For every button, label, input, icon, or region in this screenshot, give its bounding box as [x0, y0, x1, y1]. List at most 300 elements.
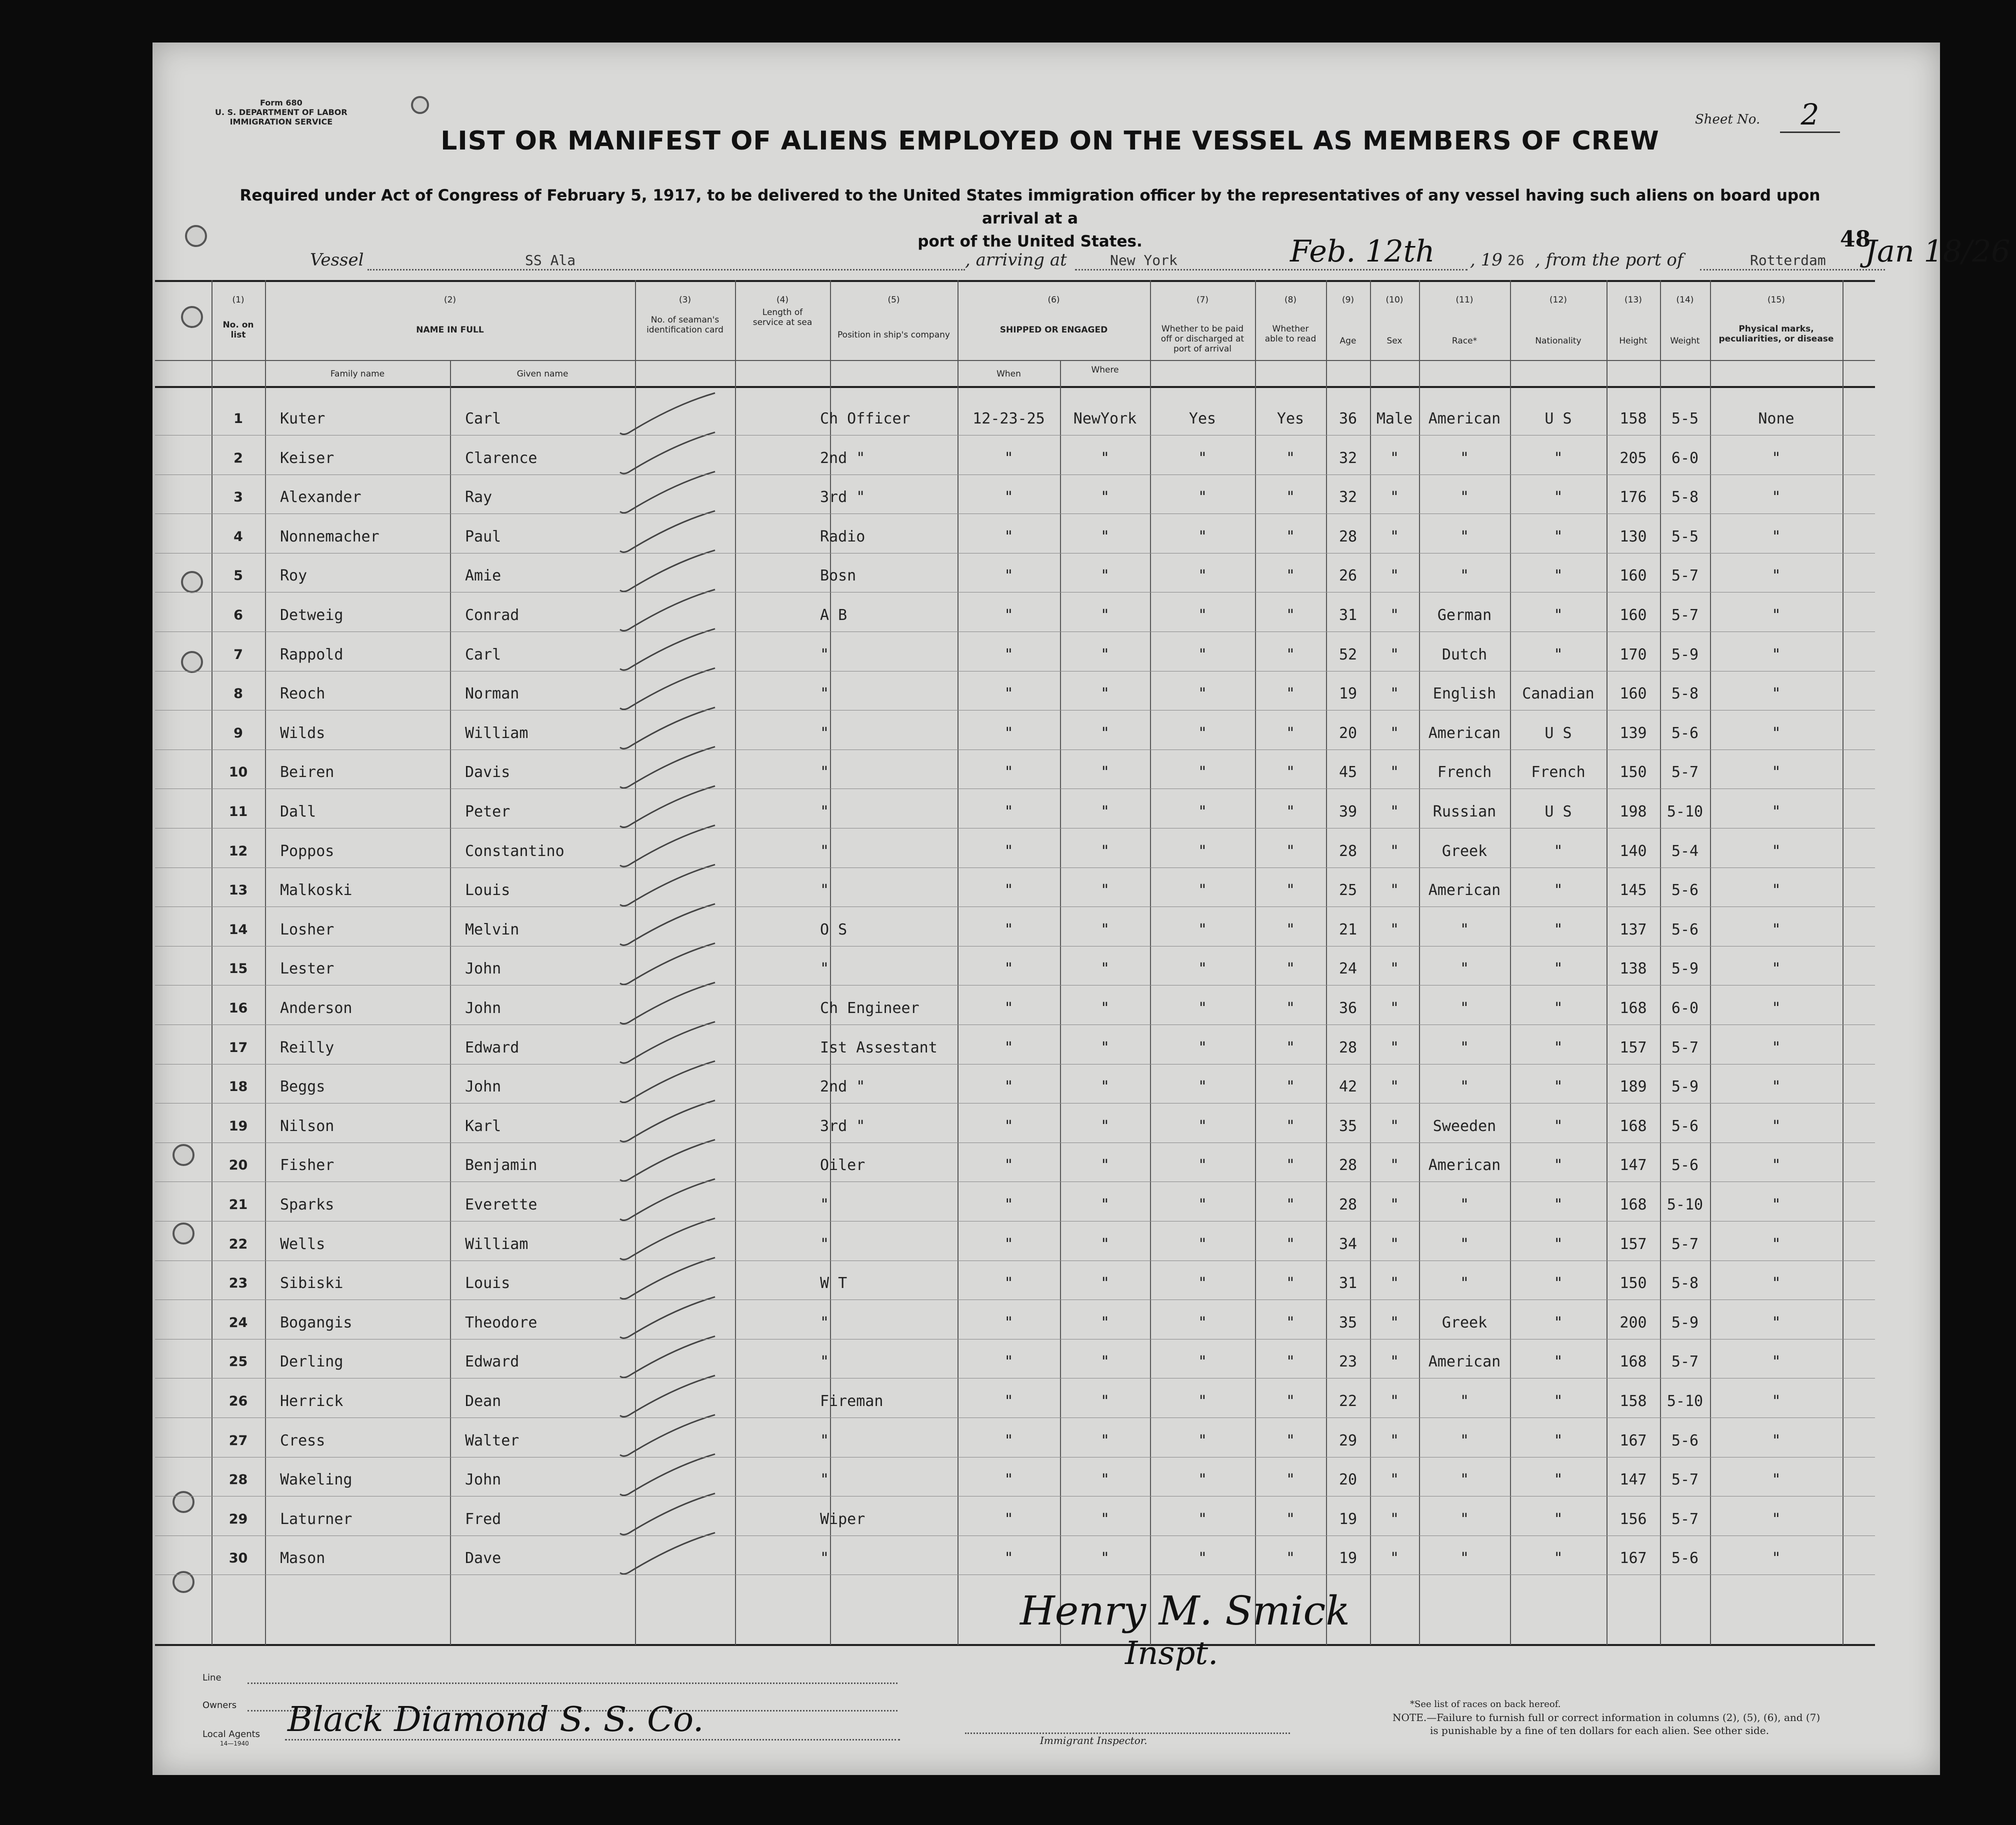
col-15-header: Physical marks, peculiarities, or disease	[1718, 324, 1834, 344]
weight: 5-10	[1666, 1196, 1704, 1214]
shipped-where: "	[1100, 724, 1110, 742]
position: "	[820, 1314, 830, 1332]
col-13-header: Height	[1619, 336, 1648, 346]
physical-marks: "	[1772, 606, 1781, 624]
age: 32	[1338, 449, 1358, 467]
race: English	[1432, 685, 1496, 703]
sex: "	[1390, 1235, 1400, 1253]
nationality: "	[1554, 1510, 1563, 1528]
weight: 5-7	[1671, 764, 1699, 782]
height: 198	[1620, 803, 1647, 820]
col-10-header: Sex	[1386, 336, 1402, 346]
sex: "	[1390, 488, 1400, 506]
race: "	[1460, 1038, 1470, 1056]
col-8-header: Whether able to read	[1264, 324, 1316, 344]
family-name: Beggs	[280, 1078, 326, 1096]
height: 168	[1620, 1117, 1647, 1135]
age: 32	[1338, 488, 1358, 506]
given-name: Peter	[465, 803, 510, 820]
paid-off: "	[1198, 920, 1208, 938]
department-name: U. S. DEPARTMENT OF LABOR	[215, 108, 348, 117]
height: 189	[1620, 1078, 1647, 1096]
age: 29	[1338, 1432, 1358, 1450]
sex: "	[1390, 803, 1400, 820]
race: "	[1460, 920, 1470, 938]
paid-off: "	[1198, 1156, 1208, 1174]
age: 31	[1338, 1274, 1358, 1292]
given-name: William	[465, 724, 528, 742]
physical-marks: "	[1772, 1078, 1781, 1096]
row-number: 27	[228, 1432, 248, 1448]
position: Oiler	[820, 1156, 866, 1174]
arriving-label: , arriving at	[965, 250, 1067, 270]
vessel-label: Vessel	[310, 250, 364, 270]
position: Radio	[820, 528, 866, 546]
weight: 5-9	[1671, 646, 1699, 664]
nationality: U S	[1544, 724, 1572, 742]
family-name: Nonnemacher	[280, 528, 380, 546]
paid-off: "	[1198, 449, 1208, 467]
shipped-where: "	[1100, 882, 1110, 900]
shipped-where: "	[1100, 1196, 1110, 1214]
family-name: Sibiski	[280, 1274, 344, 1292]
able-to-read: Yes	[1276, 410, 1304, 428]
given-name: Benjamin	[465, 1156, 538, 1174]
age: 28	[1338, 842, 1358, 860]
pencil-tick	[620, 1297, 715, 1338]
service-name: IMMIGRATION SERVICE	[230, 117, 333, 126]
nationality: U S	[1544, 803, 1572, 820]
physical-marks: "	[1772, 1274, 1781, 1292]
family-name: Wilds	[280, 724, 326, 742]
paid-off: "	[1198, 1471, 1208, 1489]
nationality: U S	[1544, 410, 1572, 428]
race: American	[1428, 724, 1501, 742]
position: "	[820, 764, 830, 782]
pencil-tick	[620, 472, 715, 513]
sheet-number-label: Sheet No.	[1695, 112, 1760, 127]
shipped-where: "	[1100, 1353, 1110, 1371]
given-name: Louis	[465, 1274, 510, 1292]
shipped-where: NewYork	[1073, 410, 1137, 428]
pencil-tick	[620, 1494, 715, 1535]
family-name: Detweig	[280, 606, 344, 624]
line-label: Line	[202, 1672, 222, 1683]
nationality: "	[1554, 488, 1563, 506]
physical-marks: "	[1772, 1038, 1781, 1056]
nationality: "	[1554, 1196, 1563, 1214]
pencil-tick	[620, 1140, 715, 1181]
race: "	[1460, 1392, 1470, 1410]
col-11-number: (11)	[1456, 295, 1474, 305]
nationality: "	[1554, 960, 1563, 978]
height: 160	[1620, 606, 1647, 624]
pencil-tick	[620, 1179, 715, 1220]
paid-off: "	[1198, 646, 1208, 664]
col-6-where-header: Where	[1091, 365, 1119, 375]
row-number: 1	[234, 411, 243, 426]
weight: 5-5	[1671, 410, 1699, 428]
position: "	[820, 646, 830, 664]
shipped-where: "	[1100, 646, 1110, 664]
position: "	[820, 1432, 830, 1450]
weight: 5-6	[1671, 882, 1699, 900]
race: German	[1437, 606, 1492, 624]
shipped-where: "	[1100, 1117, 1110, 1135]
sex: "	[1390, 1510, 1400, 1528]
position: 2nd "	[820, 1078, 866, 1096]
inspector-signature: Henry M. Smick	[1020, 1588, 1350, 1634]
sex: "	[1390, 882, 1400, 900]
paid-off: "	[1198, 528, 1208, 546]
able-to-read: "	[1286, 606, 1296, 624]
age: 52	[1338, 646, 1358, 664]
family-name: Mason	[280, 1550, 326, 1568]
race: "	[1460, 1196, 1470, 1214]
col-6-when-header: When	[996, 369, 1021, 379]
shipped-when: 12-23-25	[972, 410, 1045, 428]
sex: "	[1390, 1274, 1400, 1292]
age: 36	[1338, 410, 1358, 428]
shipped-when: "	[1004, 1235, 1014, 1253]
nationality: "	[1554, 528, 1563, 546]
age: 20	[1338, 724, 1358, 742]
position: Ch Officer	[820, 410, 910, 428]
crew-table	[155, 280, 1875, 1645]
nationality: Canadian	[1522, 685, 1594, 703]
nationality: "	[1554, 842, 1563, 860]
row-number: 3	[234, 490, 243, 506]
row-number: 8	[234, 686, 243, 702]
nationality: "	[1554, 646, 1563, 664]
nationality: "	[1554, 606, 1563, 624]
col-1-number: (1)	[232, 295, 244, 305]
race: Greek	[1442, 842, 1488, 860]
given-name: Melvin	[465, 920, 520, 938]
height: 147	[1620, 1471, 1647, 1489]
age: 23	[1338, 1353, 1358, 1371]
from-port-label: , from the port of	[1535, 250, 1684, 270]
physical-marks: "	[1772, 685, 1781, 703]
nationality: "	[1554, 1000, 1563, 1017]
position: "	[820, 1550, 830, 1568]
able-to-read: "	[1286, 1353, 1296, 1371]
row-number: 9	[234, 725, 243, 741]
able-to-read: "	[1286, 1078, 1296, 1096]
pencil-tick	[620, 826, 715, 867]
races-note: *See list of races on back hereof.	[1410, 1699, 1561, 1710]
age: 45	[1338, 764, 1358, 782]
position: "	[820, 685, 830, 703]
subtitle-line-1: Required under Act of Congress of February 5, 1917, to be delivered to the United States immigration officer by the representatives of any vessel having such aliens on board upon arrival at a	[240, 186, 1820, 228]
sex: "	[1390, 1471, 1400, 1489]
given-name: John	[465, 1078, 502, 1096]
paid-off: "	[1198, 1274, 1208, 1292]
position: "	[820, 724, 830, 742]
shipped-when: "	[1004, 1038, 1014, 1056]
position: "	[820, 1353, 830, 1371]
able-to-read: "	[1286, 1314, 1296, 1332]
height: 157	[1620, 1038, 1647, 1056]
shipped-when: "	[1004, 606, 1014, 624]
form-number: Form 680	[260, 98, 302, 108]
able-to-read: "	[1286, 1510, 1296, 1528]
row-number: 6	[234, 608, 243, 623]
col-3-header: No. of seaman's identification card	[646, 315, 724, 335]
paid-off: "	[1198, 606, 1208, 624]
pencil-tick	[620, 432, 715, 474]
weight: 5-7	[1671, 567, 1699, 585]
height: 176	[1620, 488, 1647, 506]
shipped-when: "	[1004, 567, 1014, 585]
given-name: Carl	[465, 646, 502, 664]
race: "	[1460, 1432, 1470, 1450]
race: "	[1460, 1510, 1470, 1528]
col-14-number: (14)	[1676, 295, 1694, 305]
inspector-label: Immigrant Inspector.	[1040, 1734, 1148, 1746]
pencil-tick	[620, 746, 715, 788]
shipped-when: "	[1004, 920, 1014, 938]
family-name: Herrick	[280, 1392, 344, 1410]
port-value: Rotterdam	[1750, 252, 1826, 268]
shipped-when: "	[1004, 1196, 1014, 1214]
given-name: Norman	[465, 685, 520, 703]
sex: "	[1390, 960, 1400, 978]
paid-off: "	[1198, 842, 1208, 860]
col-5-header: Position in ship's company	[838, 330, 950, 340]
shipped-when: "	[1004, 1274, 1014, 1292]
pencil-tick	[620, 1415, 715, 1456]
shipped-when: "	[1004, 1432, 1014, 1450]
age: 34	[1338, 1235, 1358, 1253]
paid-off: "	[1198, 803, 1208, 820]
age: 25	[1338, 882, 1358, 900]
weight: 5-10	[1666, 803, 1704, 820]
col-14-header: Weight	[1670, 336, 1700, 346]
given-name: Ray	[465, 488, 492, 506]
nationality: "	[1554, 1078, 1563, 1096]
given-name: Dave	[465, 1550, 502, 1568]
weight: 5-4	[1671, 842, 1699, 860]
document-subtitle	[210, 184, 1850, 253]
row-number: 4	[234, 528, 243, 544]
pencil-tick	[620, 511, 715, 552]
sex: "	[1390, 606, 1400, 624]
weight: 5-5	[1671, 528, 1699, 546]
height: 138	[1620, 960, 1647, 978]
shipped-when: "	[1004, 1078, 1014, 1096]
nationality: "	[1554, 1156, 1563, 1174]
race: American	[1428, 882, 1501, 900]
physical-marks: "	[1772, 1235, 1781, 1253]
paid-off: "	[1198, 960, 1208, 978]
col-2-number: (2)	[444, 295, 456, 305]
position: 3rd "	[820, 488, 866, 506]
sex: "	[1390, 920, 1400, 938]
physical-marks: "	[1772, 920, 1781, 938]
able-to-read: "	[1286, 920, 1296, 938]
given-name: Constantino	[465, 842, 564, 860]
able-to-read: "	[1286, 1550, 1296, 1568]
pencil-tick	[620, 1376, 715, 1417]
position: "	[820, 1471, 830, 1489]
agents-form-code: 14—1940	[220, 1740, 249, 1747]
age: 35	[1338, 1117, 1358, 1135]
row-number: 12	[228, 843, 248, 859]
sex: "	[1390, 646, 1400, 664]
given-name: Fred	[465, 1510, 502, 1528]
pencil-tick	[620, 1454, 715, 1496]
physical-marks: "	[1772, 1314, 1781, 1332]
row-number: 19	[228, 1118, 248, 1134]
sex: "	[1390, 1353, 1400, 1371]
given-name: John	[465, 1000, 502, 1017]
col-3-number: (3)	[678, 295, 692, 305]
row-number: 7	[234, 646, 243, 662]
document-title: LIST OR MANIFEST OF ALIENS EMPLOYED ON THE VESSEL AS MEMBERS OF CREW	[440, 126, 1660, 156]
owners-label: Owners	[202, 1700, 237, 1710]
pencil-tick	[620, 1022, 715, 1064]
pencil-tick	[620, 1258, 715, 1299]
physical-marks: "	[1772, 724, 1781, 742]
shipped-when: "	[1004, 646, 1014, 664]
weight: 5-7	[1671, 1510, 1699, 1528]
given-name: Walter	[465, 1432, 520, 1450]
row-number: 21	[228, 1197, 248, 1212]
paid-off: "	[1198, 1432, 1208, 1450]
able-to-read: "	[1286, 842, 1296, 860]
race: "	[1460, 567, 1470, 585]
weight: 5-7	[1671, 1038, 1699, 1056]
age: 36	[1338, 1000, 1358, 1017]
family-name: Derling	[280, 1353, 344, 1371]
nationality: "	[1554, 1432, 1563, 1450]
weight: 6-0	[1671, 449, 1699, 467]
pencil-tick	[620, 1336, 715, 1378]
nationality: "	[1554, 1353, 1563, 1371]
height: 168	[1620, 1000, 1647, 1017]
shipped-when: "	[1004, 1550, 1014, 1568]
position: W T	[820, 1274, 848, 1292]
pencil-tick	[620, 943, 715, 984]
paid-off: "	[1198, 1000, 1208, 1017]
shipped-where: "	[1100, 1510, 1110, 1528]
weight: 5-8	[1671, 488, 1699, 506]
position: "	[820, 803, 830, 820]
row-number: 18	[228, 1079, 248, 1095]
shipped-when: "	[1004, 764, 1014, 782]
race: "	[1460, 1274, 1470, 1292]
able-to-read: "	[1286, 449, 1296, 467]
row-number: 10	[228, 764, 248, 780]
physical-marks: "	[1772, 1471, 1781, 1489]
weight: 5-6	[1671, 1156, 1699, 1174]
age: 35	[1338, 1314, 1358, 1332]
able-to-read: "	[1286, 488, 1296, 506]
given-name: Clarence	[465, 449, 538, 467]
sex: "	[1390, 685, 1400, 703]
nationality: "	[1554, 567, 1563, 585]
row-number: 14	[228, 922, 248, 938]
shipped-when: "	[1004, 724, 1014, 742]
row-number: 24	[228, 1314, 248, 1330]
col-6-header: SHIPPED OR ENGAGED	[1000, 325, 1108, 335]
sex: "	[1390, 567, 1400, 585]
fine-note-line-1: NOTE.—Failure to furnish full or correct information in columns (2), (5), (6), and (7)	[1392, 1712, 1820, 1724]
height: 130	[1620, 528, 1647, 546]
shipped-where: "	[1100, 920, 1110, 938]
given-name: Davis	[465, 764, 510, 782]
race: "	[1460, 1235, 1470, 1253]
age: 26	[1338, 567, 1358, 585]
weight: 5-6	[1671, 1432, 1699, 1450]
row-number: 29	[228, 1511, 248, 1527]
row-number: 2	[234, 450, 243, 466]
family-name: Fisher	[280, 1156, 334, 1174]
shipped-when: "	[1004, 528, 1014, 546]
sex: "	[1390, 1156, 1400, 1174]
col-6-number: (6)	[1048, 295, 1060, 305]
nationality: "	[1554, 1117, 1563, 1135]
col-5-number: (5)	[888, 295, 900, 305]
race: Dutch	[1442, 646, 1488, 664]
weight: 5-6	[1671, 920, 1699, 938]
physical-marks: "	[1772, 842, 1781, 860]
row-number: 13	[228, 882, 248, 898]
physical-marks: "	[1772, 1550, 1781, 1568]
physical-marks: "	[1772, 1000, 1781, 1017]
able-to-read: "	[1286, 685, 1296, 703]
weight: 5-6	[1671, 1117, 1699, 1135]
agents-label: Local Agents	[202, 1729, 260, 1740]
pencil-tick	[620, 904, 715, 946]
row-number: 22	[228, 1236, 248, 1252]
arrival-date-handwritten: Feb. 12th	[1290, 234, 1435, 269]
shipped-when: "	[1004, 488, 1014, 506]
race: American	[1428, 1353, 1501, 1371]
nationality: French	[1531, 764, 1586, 782]
able-to-read: "	[1286, 1392, 1296, 1410]
col-12-number: (12)	[1550, 295, 1567, 305]
age: 22	[1338, 1392, 1358, 1410]
departure-date-handwritten: Jan 18/26	[1865, 234, 2010, 269]
paid-off: "	[1198, 1078, 1208, 1096]
pencil-tick	[620, 393, 715, 434]
paid-off: "	[1198, 764, 1208, 782]
row-number: 28	[228, 1472, 248, 1488]
shipped-where: "	[1100, 606, 1110, 624]
height: 150	[1620, 1274, 1647, 1292]
row-number: 5	[234, 568, 243, 584]
pencil-tick	[620, 550, 715, 592]
pencil-tick	[620, 864, 715, 906]
race: American	[1428, 1156, 1501, 1174]
shipped-when: "	[1004, 960, 1014, 978]
row-number: 20	[228, 1158, 248, 1174]
height: 157	[1620, 1235, 1647, 1253]
paid-off: "	[1198, 488, 1208, 506]
row-number: 23	[228, 1276, 248, 1292]
sex: "	[1390, 1432, 1400, 1450]
weight: 5-6	[1671, 724, 1699, 742]
row-number: 26	[228, 1394, 248, 1409]
height: 158	[1620, 410, 1647, 428]
nationality: "	[1554, 1274, 1563, 1292]
family-name: Lester	[280, 960, 334, 978]
row-number: 17	[228, 1040, 248, 1056]
position: Fireman	[820, 1392, 884, 1410]
race: "	[1460, 1550, 1470, 1568]
